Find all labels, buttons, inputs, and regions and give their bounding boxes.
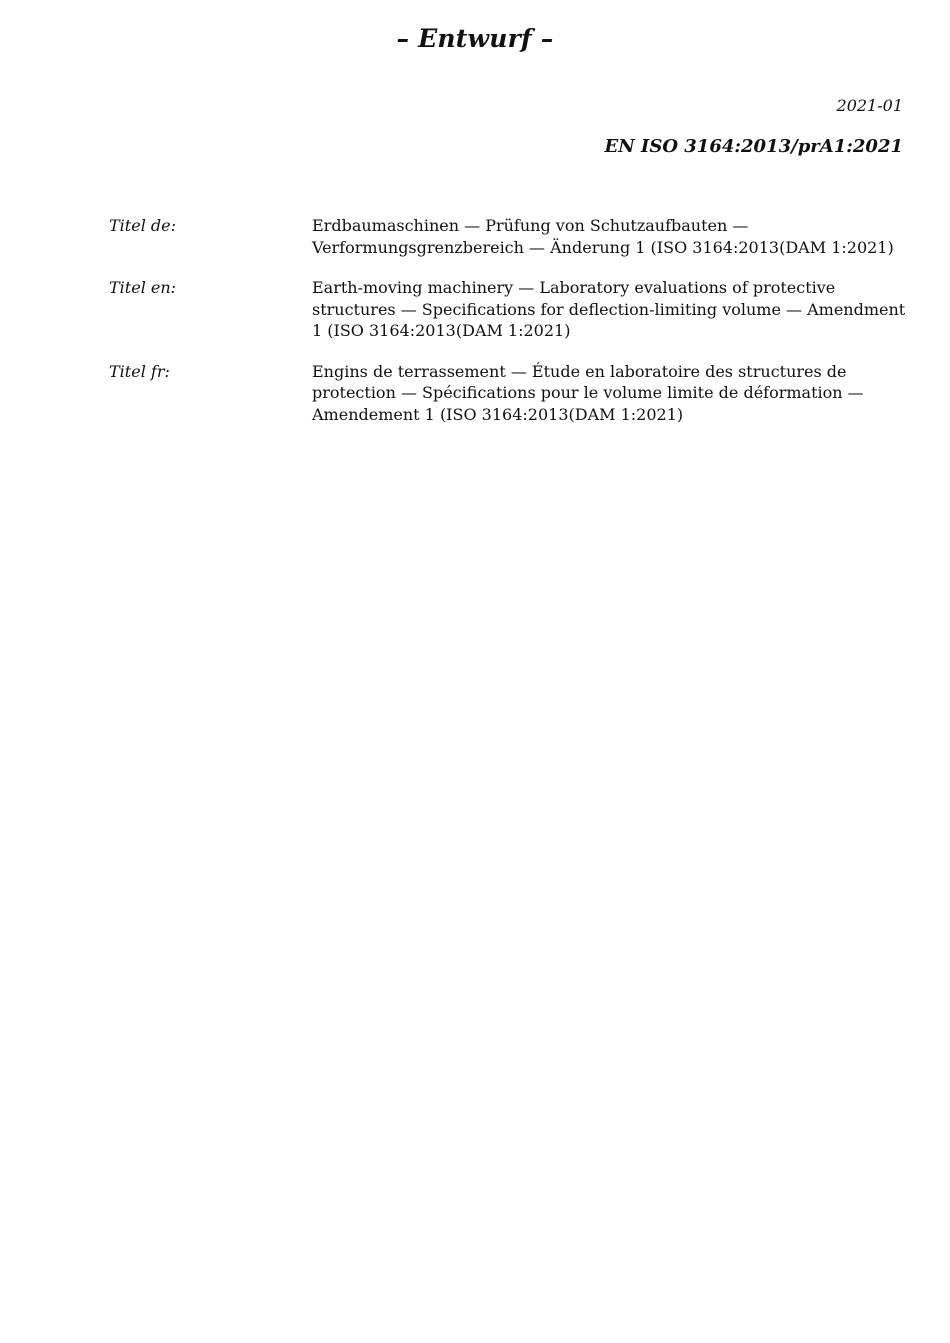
title-row-fr: [109, 361, 909, 426]
titles-section: [109, 215, 909, 444]
title-text-de: Erdbaumaschinen — Prüfung von Schutzaufbauten — Verformungsgrenzbereich — Änderung 1 (ISO 3164:2013(DAM 1:2021): [312, 216, 894, 257]
title-text-fr: Engins de terrassement — Étude en laboratoire des structures de protection — Spécifications pour le volume limite de déformation — Amendement 1 (ISO 3164:2013(DAM 1:2021): [312, 361, 864, 424]
title-row-en: [109, 277, 909, 342]
document-date: 2021-01: [836, 96, 903, 115]
draft-heading: – Entwurf –: [396, 24, 554, 53]
title-row-de: [109, 215, 909, 258]
title-label-de: Titel de:: [109, 216, 176, 235]
document-number: EN ISO 3164:2013/prA1:2021: [604, 136, 903, 157]
title-label-fr: Titel fr:: [109, 361, 170, 381]
title-text-en: Earth-moving machinery — Laboratory evaluations of protective structures — Specifications for deflection-limiting volume — Amendment 1 (ISO 3164:2013(DAM 1:2021): [312, 278, 906, 340]
title-label-en: Titel en:: [109, 278, 177, 297]
